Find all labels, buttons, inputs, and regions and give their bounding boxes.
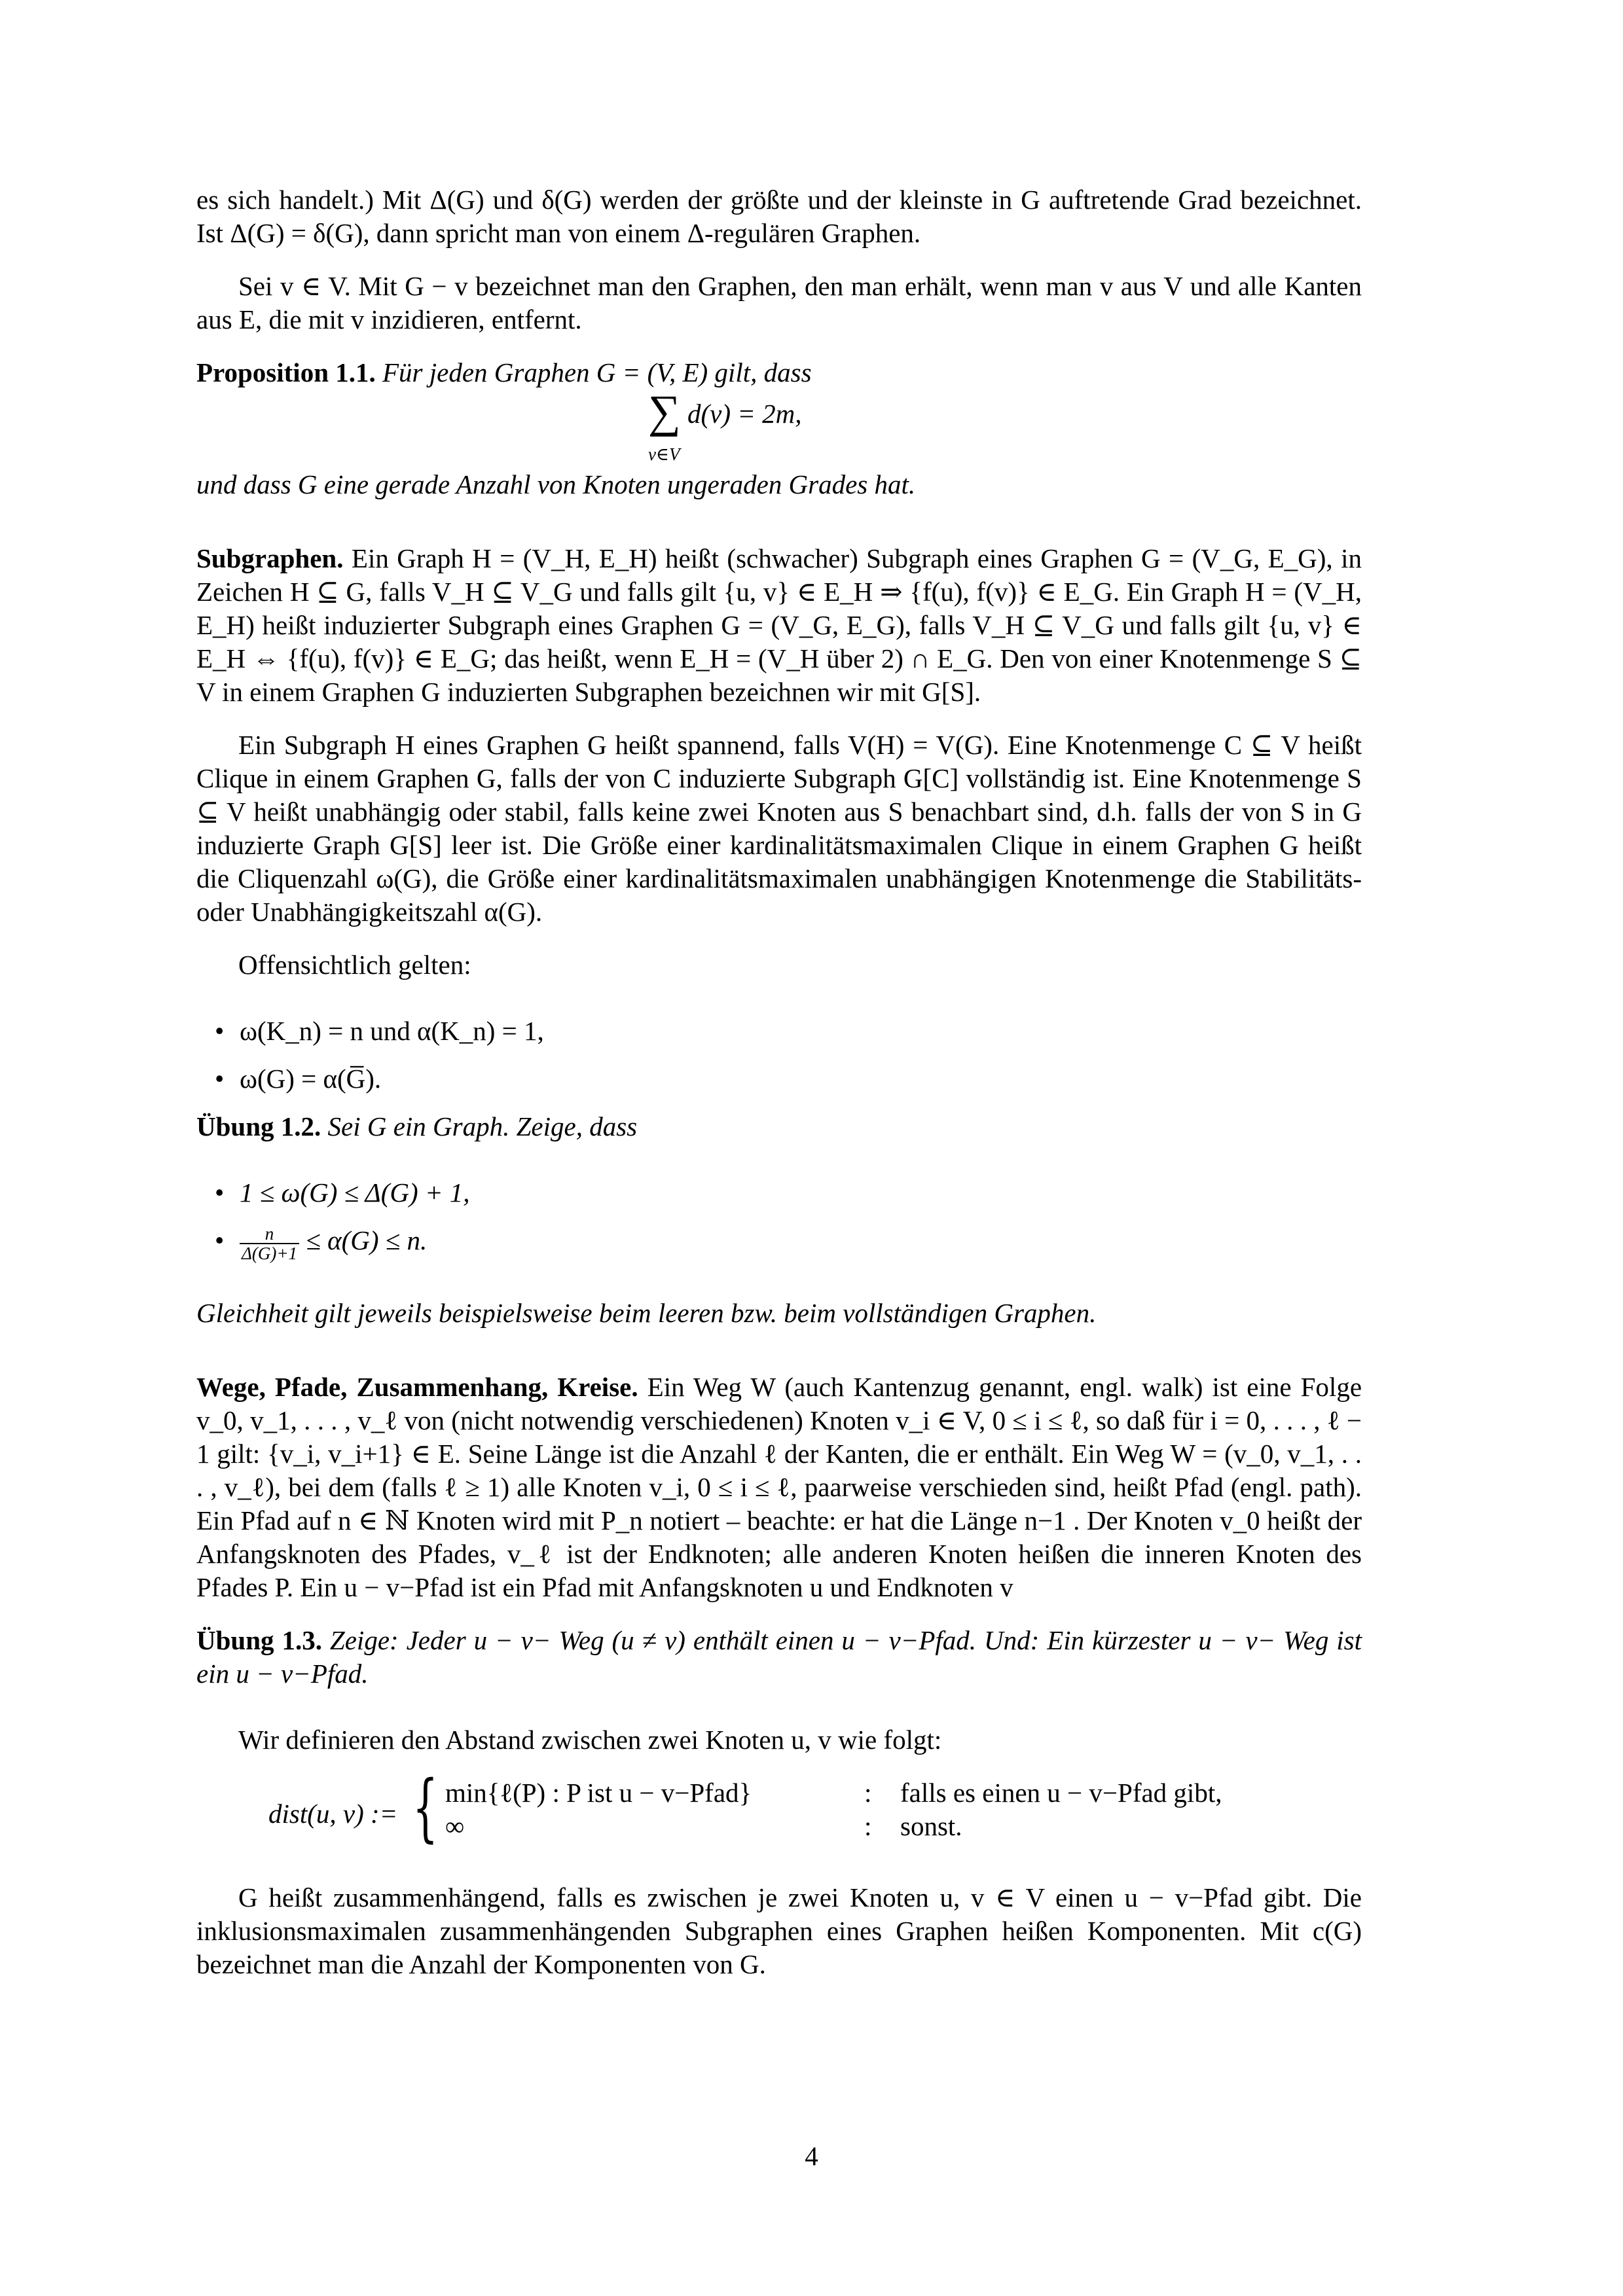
dist-case-1: min{ℓ(P) : P ist u − v−Pfad} <box>445 1777 752 1808</box>
inequality-2-rest: ≤ α(G) ≤ n. <box>306 1225 428 1255</box>
dist-lhs: dist(u, v) := <box>268 1798 398 1829</box>
exercise-1-3-label: Übung 1.3. <box>196 1624 322 1655</box>
list-item <box>215 1014 1362 1048</box>
paragraph-degree <box>196 183 1362 250</box>
paragraph-degree-text: es sich handelt.) Mit Δ(G) und δ(G) werden der größte und der kleinste in G auftretende Grad bezeichnet. Ist Δ(G) = δ(G), dann spricht man von einem Δ-regulären Graphen. <box>196 185 1362 248</box>
dist-condition-2: sonst. <box>900 1810 962 1841</box>
proposition-continuation: und dass G eine gerade Anzahl von Knoten ungeraden Grades hat. <box>196 469 916 499</box>
offensichtlich-line: Offensichtlich gelten: <box>238 950 471 980</box>
inequality-1: 1 ≤ ω(G) ≤ Δ(G) + 1, <box>240 1177 470 1208</box>
subgraphs-heading: Subgraphen. <box>196 543 344 573</box>
paths-heading: Wege, Pfade, Zusammenhang, Kreise. <box>196 1371 638 1402</box>
paragraph-connected <box>196 1881 1362 1981</box>
sum-formula <box>196 389 1362 468</box>
dist-colon-1: : <box>864 1777 872 1808</box>
bullet-text-2: ω(G) = α(G̅). <box>240 1064 382 1094</box>
distance-definition <box>196 1765 1362 1850</box>
list-item <box>215 1224 1362 1263</box>
dist-case-2: ∞ <box>445 1810 465 1841</box>
bullet-list-clique <box>196 1014 1362 1096</box>
list-item <box>215 1176 1362 1210</box>
dist-colon-2: : <box>864 1810 872 1841</box>
page-number: 4 <box>805 2141 818 2171</box>
fraction-numerator: • n <box>240 1225 299 1244</box>
exercise-1-2 <box>196 1110 1362 1143</box>
distance-intro: Wir definieren den Abstand zwischen zwei Knoten u, v wie folgt: <box>238 1724 942 1755</box>
proposition-label: Proposition 1.1. <box>196 357 376 387</box>
sum-symbol: ∑ <box>648 387 681 437</box>
dist-condition-1: falls es einen u − v−Pfad gibt, <box>900 1777 1222 1808</box>
paths-text: Ein Weg W (auch Kantenzug genannt, engl. walk) ist eine Folge v_0, v_1, . . . , v_ℓ von (nicht notwendig verschiedenen) Knoten v_i ∈ V, 0 ≤ i ≤ ℓ, so daß für i = 0, . . . , ℓ − 1 gilt: {v_i, v_i+1} ∈ E. Seine Länge ist die Anzahl ℓ der Kanten, die er enthält. Ein Weg W = (v_0, v_1, . . . , v_ℓ), bei dem (falls ℓ ≥ 1) alle Knoten v_i, 0 ≤ i ≤ ℓ, paarweise verschieden sind, heißt Pfad (engl. path). Ein Pfad auf n ∈ ℕ Knoten wird mit P_n notiert – beachte: er hat die Länge n−1 . Der Knoten v_0 heißt der Anfangsknoten des Pfades, v_ℓ ist der Endknoten; alle anderen Knoten heißen die inneren Knoten des Pfades P. Ein u − v−Pfad ist ein Pfad mit Anfangsknoten u und Endknoten v <box>196 1371 1362 1602</box>
paragraph-vertex-removal-text: Sei v ∈ V. Mit G − v bezeichnet man den Graphen, den man erhält, wenn man v aus V und alle Kanten aus E, die mit v inzidieren, entfernt. <box>196 271 1362 334</box>
fraction <box>240 1225 299 1263</box>
proposition-1-1 <box>196 356 1362 389</box>
sum-expression: d(v) = 2m, <box>687 399 802 429</box>
subgraphs-text: Ein Graph H = (V_H, E_H) heißt (schwacher) Subgraph eines Graphen G = (V_G, E_G), in Zeichen H ⊆ G, falls V_H ⊆ V_G und falls gilt {u, v} ∈ E_H ⇒ {f(u), f(v)} ∈ E_G. Ein Graph H = (V_H, E_H) heißt induzierter Subgraph eines Graphen G = (V_G, E_G), falls V_H ⊆ V_G und falls gilt {u, v} ∈ E_H ⇔ {f(u), f(v)} ∈ E_G; das heißt, wenn E_H = (V_H über 2) ∩ E_G. Den von einer Knotenmenge S ⊆ V in einem Graphen G induzierten Subgraphen bezeichnen wir mit G[S]. <box>196 543 1362 707</box>
paragraph-clique <box>196 728 1362 929</box>
exercise-1-3 <box>196 1624 1362 1691</box>
paragraph-clique-text: Ein Subgraph H eines Graphen G heißt spannend, falls V(H) = V(G). Eine Knotenmenge C ⊆ V heißt Clique in einem Graphen G, falls der von C induzierte Subgraph G[C] vollständig ist. Eine Knotenmenge S ⊆ V heißt unabhängig oder stabil, falls keine zwei Knoten aus S benachbart sind, d.h. falls der von S in G induzierte Graph G[S] leer ist. Die Größe einer kardinalitätsmaximalen Clique in einem Graphen G heißt die Cliquenzahl ω(G), die Größe einer kardinalitätsmaximalen unabhängigen Knotenmenge die Stabilitäts- oder Unabhängigkeitszahl α(G). <box>196 730 1362 927</box>
left-brace-icon: { <box>412 1765 439 1850</box>
exercise-1-3-text: Zeige: Jeder u − v− Weg (u ≠ v) enthält einen u − v−Pfad. Und: Ein kürzester u − v− Weg ist ein u − v−Pfad. <box>196 1624 1362 1689</box>
paragraph-paths <box>196 1371 1362 1604</box>
list-item <box>215 1062 1362 1096</box>
bullet-text-1: ω(K_n) = n und α(K_n) = 1, <box>240 1016 544 1046</box>
paragraph-connected-text: G heißt zusammenhängend, falls es zwischen je zwei Knoten u, v ∈ V einen u − v−Pfad gibt. Die inklusionsmaximalen zusammenhängenden Subgraphen eines Graphen heißen Komponenten. Mit c(G) bezeichnet man die Anzahl der Komponenten von G. <box>196 1882 1362 1979</box>
exercise-1-2-text: Sei G ein Graph. Zeige, dass <box>327 1111 638 1141</box>
fraction-denominator: Δ(G)+1 <box>242 1243 298 1263</box>
proposition-text: Für jeden Graphen G = (V, E) gilt, dass <box>382 357 812 387</box>
paragraph-vertex-removal <box>196 270 1362 336</box>
exercise-1-2-label: Übung 1.2. <box>196 1111 321 1141</box>
bullet-list-inequalities <box>196 1176 1362 1263</box>
paragraph-subgraphs <box>196 542 1362 709</box>
page-content <box>196 183 1362 1981</box>
equality-note: Gleichheit gilt jeweils beispielsweise beim leeren bzw. beim vollständigen Graphen. <box>196 1297 1097 1328</box>
sum-subscript: v∈V <box>648 444 680 464</box>
